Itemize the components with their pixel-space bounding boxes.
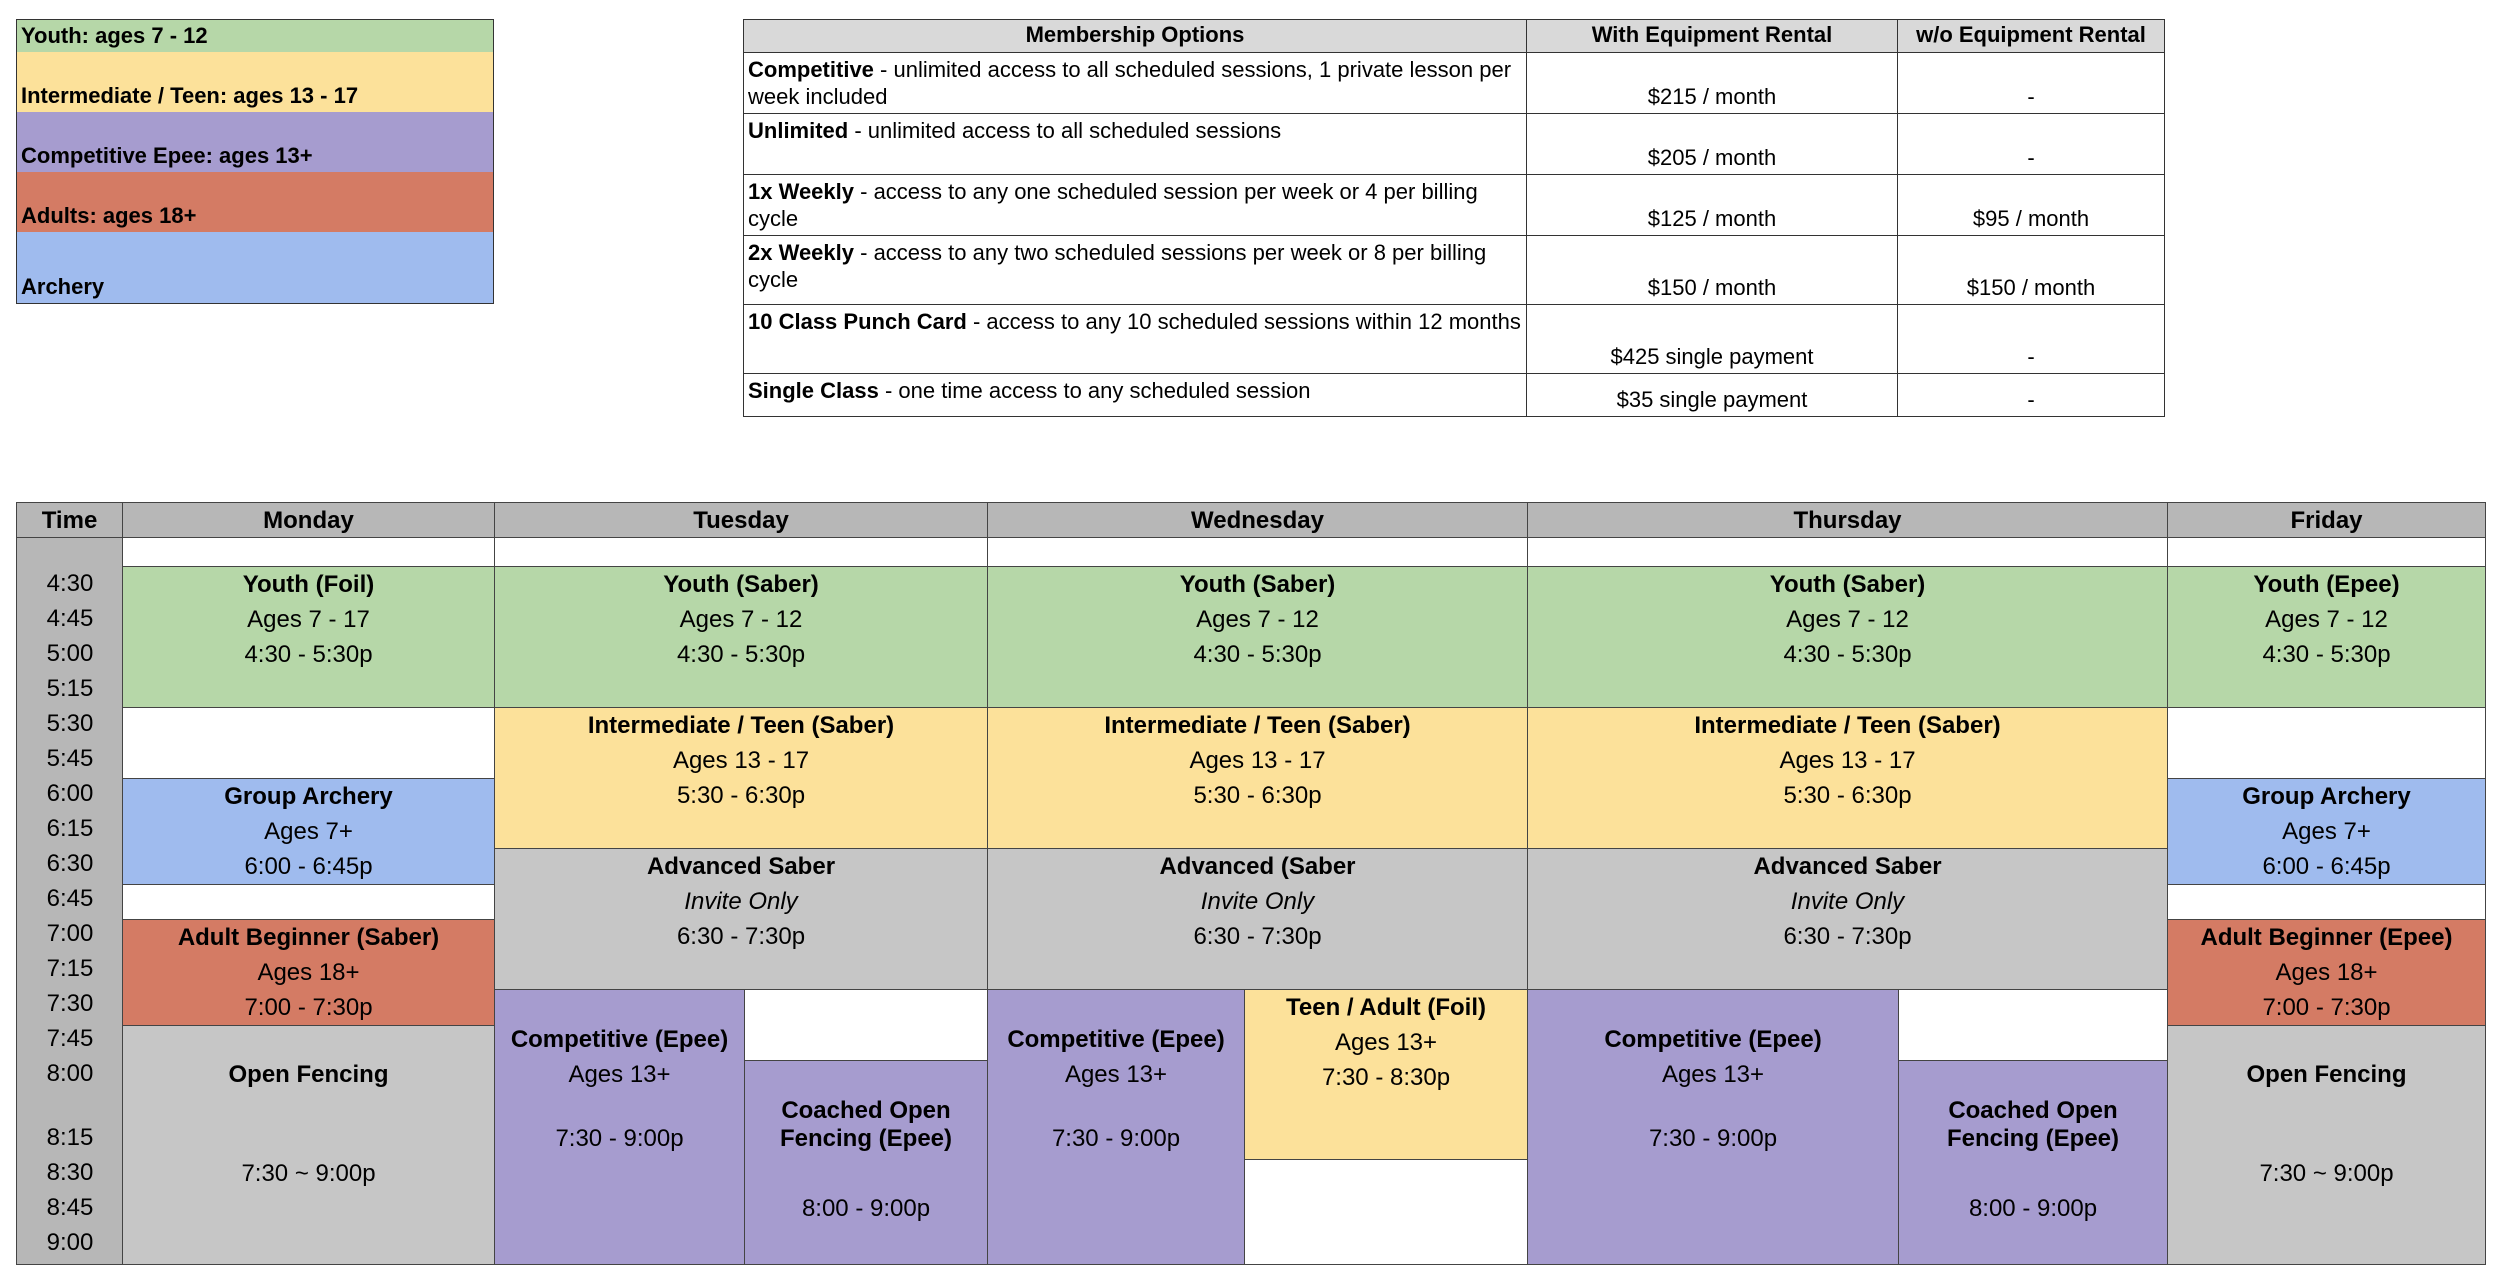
price-with-rental: $35 single payment — [1526, 373, 1898, 417]
tuesday-coached-open-fencing-epee — [744, 1060, 988, 1265]
class-title: Intermediate / Teen (Saber) — [1104, 712, 1411, 739]
time-label: 7:45 — [46, 1025, 94, 1052]
class-time: 6:30 - 7:30p — [1783, 923, 1912, 950]
price-without-rental: $150 / month — [1897, 235, 2165, 305]
class-title: Open Fencing — [2246, 1061, 2407, 1088]
tuesday-youth-saber — [494, 566, 988, 708]
class-time: 4:30 - 5:30p — [676, 641, 806, 668]
time-label: 5:00 — [46, 640, 94, 667]
class-title: Competitive (Epee) — [1604, 1026, 1822, 1053]
class-ages: Ages 13 - 17 — [1779, 747, 1916, 774]
legend-adults: Adults: ages 18+ — [17, 172, 493, 232]
time-label: 6:15 — [46, 815, 94, 842]
blank-cell — [2167, 707, 2486, 779]
class-time: 4:30 - 5:30p — [1193, 641, 1322, 668]
membership-option-2x-weekly — [743, 235, 1527, 305]
class-time: 7:30 ~ 9:00p — [2259, 1160, 2394, 1187]
time-label: 5:15 — [46, 675, 94, 702]
class-time: 7:00 - 7:30p — [2262, 994, 2391, 1021]
class-title: Coached Open — [1948, 1097, 2118, 1124]
legend-archery: Archery — [17, 232, 493, 303]
class-title: Youth (Foil) — [242, 571, 375, 598]
blank-cell — [2167, 537, 2486, 567]
thursday-intermediate-teen-saber — [1527, 707, 2168, 849]
legend-epee: Competitive Epee: ages 13+ — [17, 112, 493, 172]
price-without-rental: - — [1897, 304, 2165, 374]
time-label: 8:30 — [46, 1159, 94, 1186]
class-title: Advanced Saber — [646, 853, 836, 880]
time-column — [16, 537, 123, 1265]
class-title: Coached Open — [781, 1097, 951, 1124]
membership-table — [743, 19, 2165, 417]
time-label: 5:30 — [46, 710, 94, 737]
class-title: Teen / Adult (Foil) — [1286, 994, 1486, 1021]
blank-cell — [122, 884, 495, 920]
time-label: 8:15 — [46, 1124, 94, 1151]
class-time: 5:30 - 6:30p — [1783, 782, 1912, 809]
class-time: 7:30 - 9:00p — [1648, 1125, 1778, 1152]
legend-youth: Youth: ages 7 - 12 — [17, 20, 493, 52]
class-ages: Ages 7 - 17 — [247, 606, 370, 633]
class-note: Invite Only — [1200, 888, 1315, 915]
class-ages: Ages 7 - 12 — [679, 606, 803, 633]
option-desc: - one time access to any scheduled session — [878, 378, 1311, 403]
class-ages: Ages 7+ — [264, 818, 353, 845]
class-ages: Ages 7 - 12 — [2265, 606, 2388, 633]
time-label: 7:15 — [46, 955, 94, 982]
option-name: Single Class — [748, 378, 879, 403]
blank-cell — [494, 537, 988, 567]
class-title: Competitive (Epee) — [1007, 1026, 1225, 1053]
class-time: 4:30 - 5:30p — [1783, 641, 1912, 668]
class-time: 7:30 - 9:00p — [1051, 1125, 1181, 1152]
class-title: Youth (Saber) — [663, 571, 819, 598]
class-ages: Ages 13+ — [568, 1061, 671, 1088]
legend-teen: Intermediate / Teen: ages 13 - 17 — [17, 52, 493, 112]
class-time: 7:00 - 7:30p — [244, 994, 373, 1021]
class-ages: Ages 13 - 17 — [1189, 747, 1326, 774]
price-without-rental: $95 / month — [1897, 174, 2165, 236]
thursday-youth-saber — [1527, 566, 2168, 708]
header-friday: Friday — [2167, 502, 2486, 538]
membership-option-single-class — [743, 373, 1527, 417]
tuesday-competitive-epee — [494, 989, 745, 1265]
header-time: Time — [16, 502, 123, 538]
time-label: 4:30 — [46, 570, 94, 597]
class-ages: Ages 18+ — [257, 959, 360, 986]
price-with-rental: $205 / month — [1526, 113, 1898, 175]
membership-header-with: With Equipment Rental — [1526, 19, 1898, 53]
thursday-advanced-saber — [1527, 848, 2168, 990]
price-with-rental: $215 / month — [1526, 52, 1898, 114]
class-title-line2: Fencing (Epee) — [1946, 1125, 2120, 1152]
wednesday-competitive-epee — [987, 989, 1245, 1265]
time-label: 7:00 — [46, 920, 94, 947]
friday-group-archery — [2167, 778, 2486, 885]
price-without-rental: - — [1897, 373, 2165, 417]
option-name: Competitive — [748, 57, 874, 82]
tuesday-advanced-saber — [494, 848, 988, 990]
blank-cell — [1244, 1159, 1528, 1265]
option-desc: - access to any two scheduled sessions per week or 8 per billing cycle — [748, 240, 1487, 292]
option-name: 10 Class Punch Card — [748, 309, 967, 334]
friday-youth-epee — [2167, 566, 2486, 708]
class-title: Youth (Saber) — [1179, 571, 1336, 598]
price-without-rental: - — [1897, 52, 2165, 114]
class-time: 7:30 - 9:00p — [555, 1125, 684, 1152]
class-title-line2: Fencing (Epee) — [779, 1125, 953, 1152]
class-note: Invite Only — [684, 888, 798, 915]
class-ages: Ages 13 - 17 — [672, 747, 810, 774]
class-ages: Ages 13+ — [1661, 1061, 1765, 1088]
class-title: Advanced Saber — [1753, 853, 1942, 880]
wednesday-teen-adult-foil — [1244, 989, 1528, 1160]
membership-option-unlimited — [743, 113, 1527, 175]
class-title: Youth (Saber) — [1769, 571, 1926, 598]
membership-header-without: w/o Equipment Rental — [1897, 19, 2165, 53]
friday-adult-beginner-epee — [2167, 919, 2486, 1026]
class-title: Adult Beginner (Epee) — [2200, 924, 2453, 951]
class-time: 4:30 - 5:30p — [2262, 641, 2391, 668]
wednesday-youth-saber — [987, 566, 1528, 708]
price-without-rental: - — [1897, 113, 2165, 175]
blank-cell — [987, 537, 1528, 567]
time-label: 8:45 — [46, 1194, 94, 1221]
class-ages: Ages 13+ — [1064, 1061, 1168, 1088]
membership-header-options: Membership Options — [743, 19, 1527, 53]
time-label: 6:30 — [46, 850, 94, 877]
blank-cell — [122, 537, 495, 567]
class-time: 6:30 - 7:30p — [676, 923, 806, 950]
price-with-rental: $150 / month — [1526, 235, 1898, 305]
option-desc: - unlimited access to all scheduled sessions — [848, 118, 1282, 143]
monday-adult-beginner-saber — [122, 919, 495, 1026]
blank-cell — [1527, 537, 2168, 567]
class-ages: Ages 13+ — [1334, 1029, 1438, 1056]
class-time: 5:30 - 6:30p — [676, 782, 806, 809]
wednesday-advanced-saber — [987, 848, 1528, 990]
class-title: Adult Beginner (Saber) — [177, 924, 440, 951]
friday-open-fencing — [2167, 1025, 2486, 1265]
option-desc: - access to any one scheduled session per week or 4 per billing cycle — [748, 179, 1478, 231]
class-time: 6:30 - 7:30p — [1193, 923, 1322, 950]
membership-option-competitive — [743, 52, 1527, 114]
blank-cell — [2167, 884, 2486, 920]
time-label: 5:45 — [46, 745, 94, 772]
class-time: 8:00 - 9:00p — [801, 1195, 931, 1222]
weekly-schedule — [16, 502, 2486, 1265]
option-name: 1x Weekly — [748, 179, 855, 204]
option-desc: - access to any 10 scheduled sessions within 12 months — [966, 309, 1521, 334]
class-time: 7:30 - 8:30p — [1321, 1064, 1451, 1091]
class-title: Open Fencing — [228, 1061, 389, 1088]
option-desc: - unlimited access to all scheduled sessions, 1 private lesson per week included — [748, 57, 1512, 109]
blank-cell — [122, 707, 495, 779]
class-time: 6:00 - 6:45p — [2262, 853, 2391, 880]
option-name: 2x Weekly — [748, 240, 855, 265]
monday-open-fencing — [122, 1025, 495, 1265]
membership-option-punch-card — [743, 304, 1527, 374]
color-legend — [16, 19, 494, 304]
time-label: 9:00 — [46, 1229, 94, 1256]
blank-cell — [744, 989, 988, 1061]
option-name: Unlimited — [748, 118, 849, 143]
class-title: Intermediate / Teen (Saber) — [587, 712, 895, 739]
header-thursday: Thursday — [1527, 502, 2168, 538]
monday-group-archery — [122, 778, 495, 885]
class-note: Invite Only — [1790, 888, 1905, 915]
wednesday-intermediate-teen-saber — [987, 707, 1528, 849]
thursday-competitive-epee — [1527, 989, 1899, 1265]
class-title: Intermediate / Teen (Saber) — [1694, 712, 2001, 739]
thursday-coached-open-fencing-epee — [1898, 1060, 2168, 1265]
time-label: 7:30 — [46, 990, 94, 1017]
class-ages: Ages 7 - 12 — [1786, 606, 1909, 633]
class-time: 6:00 - 6:45p — [244, 853, 373, 880]
class-ages: Ages 7 - 12 — [1196, 606, 1319, 633]
header-monday: Monday — [122, 502, 495, 538]
time-label: 6:00 — [46, 780, 94, 807]
class-title: Competitive (Epee) — [510, 1026, 729, 1053]
blank-cell — [1898, 989, 2168, 1061]
class-title: Group Archery — [224, 783, 393, 810]
membership-option-1x-weekly — [743, 174, 1527, 236]
time-label: 8:00 — [46, 1060, 94, 1087]
tuesday-intermediate-teen-saber — [494, 707, 988, 849]
price-with-rental: $425 single payment — [1526, 304, 1898, 374]
class-ages: Ages 7+ — [2282, 818, 2371, 845]
class-ages: Ages 18+ — [2275, 959, 2378, 986]
class-time: 5:30 - 6:30p — [1193, 782, 1322, 809]
class-time: 4:30 - 5:30p — [244, 641, 373, 668]
price-with-rental: $125 / month — [1526, 174, 1898, 236]
time-label: 4:45 — [46, 605, 94, 632]
class-time: 8:00 - 9:00p — [1968, 1195, 2098, 1222]
class-time: 7:30 ~ 9:00p — [241, 1160, 376, 1187]
class-title: Advanced (Saber — [1159, 853, 1356, 880]
time-label: 6:45 — [46, 885, 94, 912]
class-title: Group Archery — [2242, 783, 2411, 810]
class-title: Youth (Epee) — [2253, 571, 2400, 598]
monday-youth-foil — [122, 566, 495, 708]
header-tuesday: Tuesday — [494, 502, 988, 538]
header-wednesday: Wednesday — [987, 502, 1528, 538]
